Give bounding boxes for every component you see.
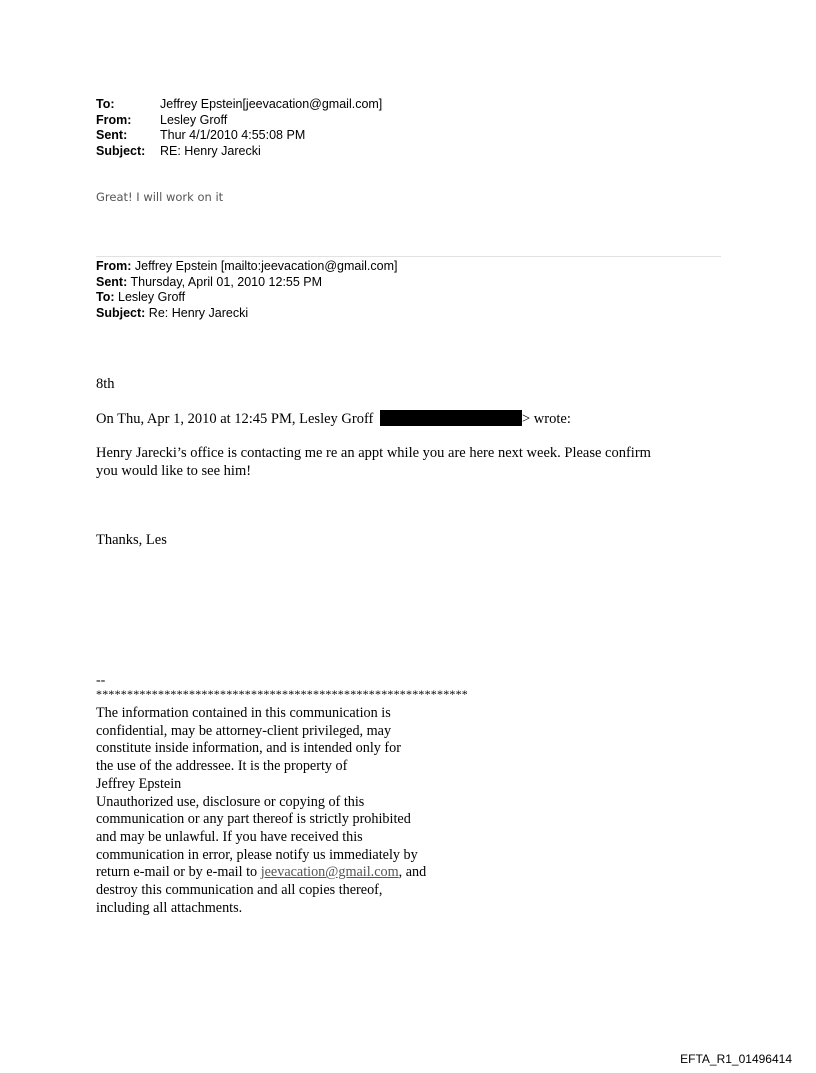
disclaimer-line: constitute inside information, and is intended only for [96,740,401,757]
on-wrote-prefix: On Thu, Apr 1, 2010 at 12:45 PM, Lesley Groff [96,411,377,427]
from-label: From: [96,112,132,127]
disclaimer-line: confidential, may be attorney-client privileged, may [96,722,392,739]
quoted-divider [96,256,721,257]
quoted-from-value: Jeffrey Epstein [mailto:jeevacation@gmail.com] [131,259,398,273]
quoted-line-8th: 8th [96,376,115,392]
email-link[interactable]: jeevacation@gmail.com [260,864,399,881]
signature-dashes: -- [96,673,106,688]
subject-label: Subject: [96,143,146,158]
redaction-block [380,410,522,426]
disclaimer-line: communication in error, please notify us immediately by [96,846,418,863]
quoted-subject-value: Re: Henry Jarecki [145,305,249,320]
on-wrote-suffix: > wrote: [522,411,571,427]
disclaimer-line: Unauthorized use, disclosure or copying of this [96,793,365,810]
to-label: To: [96,97,115,111]
reply-body: Great! I will work on it [96,190,224,204]
message-line-1: Henry Jarecki’s office is contacting me re an appt while you are here next week. Please confirm [96,445,651,461]
quoted-sent-value: Thursday, April 01, 2010 12:55 PM [127,274,323,289]
document-id: EFTA_R1_01496414 [680,1052,792,1066]
from-value: Lesley Groff [160,112,228,127]
quoted-sent-row [96,275,397,291]
quoted-from-row [96,259,397,275]
signoff: Thanks, Les [96,532,167,548]
sent-value: Thur 4/1/2010 4:55:08 PM [160,128,306,142]
quoted-sent-label: Sent: [96,274,128,289]
message-line-2: you would like to see him! [96,463,252,479]
disclaimer-line: The information contained in this communication is [96,705,391,721]
signature-stars: ************************************************************ [96,687,468,701]
quoted-header [96,259,397,321]
disclaimer-line-with-link [96,864,426,882]
quoted-to-value: Lesley Groff [114,290,186,304]
quoted-subject-label: Subject: [96,305,146,320]
sent-row [96,128,382,144]
from-row [96,113,382,129]
quoted-from-label: From: [96,259,132,273]
disclaimer-line: communication or any part thereof is strictly prohibited [96,811,411,828]
subject-value: RE: Henry Jarecki [160,143,261,158]
quoted-message [96,444,651,480]
email-header [96,97,382,159]
quoted-to-label: To: [96,290,115,304]
disclaimer-link-prefix: return e-mail or by e-mail to [96,864,261,881]
to-row [96,97,382,113]
to-value: Jeffrey Epstein[jeevacation@gmail.com] [160,97,383,111]
disclaimer-link-suffix: , and [398,864,427,881]
sent-label: Sent: [96,128,128,142]
disclaimer-line: Jeffrey Epstein [96,775,182,792]
disclaimer-line: the use of the addressee. It is the property of [96,758,348,775]
confidentiality-disclaimer [96,705,426,917]
disclaimer-line: destroy this communication and all copies thereof, [96,882,383,899]
disclaimer-line: including all attachments. [96,899,243,916]
subject-row [96,144,382,160]
quoted-subject-row [96,306,397,322]
quoted-to-row [96,290,397,306]
disclaimer-line: and may be unlawful. If you have received this [96,828,363,845]
on-wrote-line [96,410,571,428]
